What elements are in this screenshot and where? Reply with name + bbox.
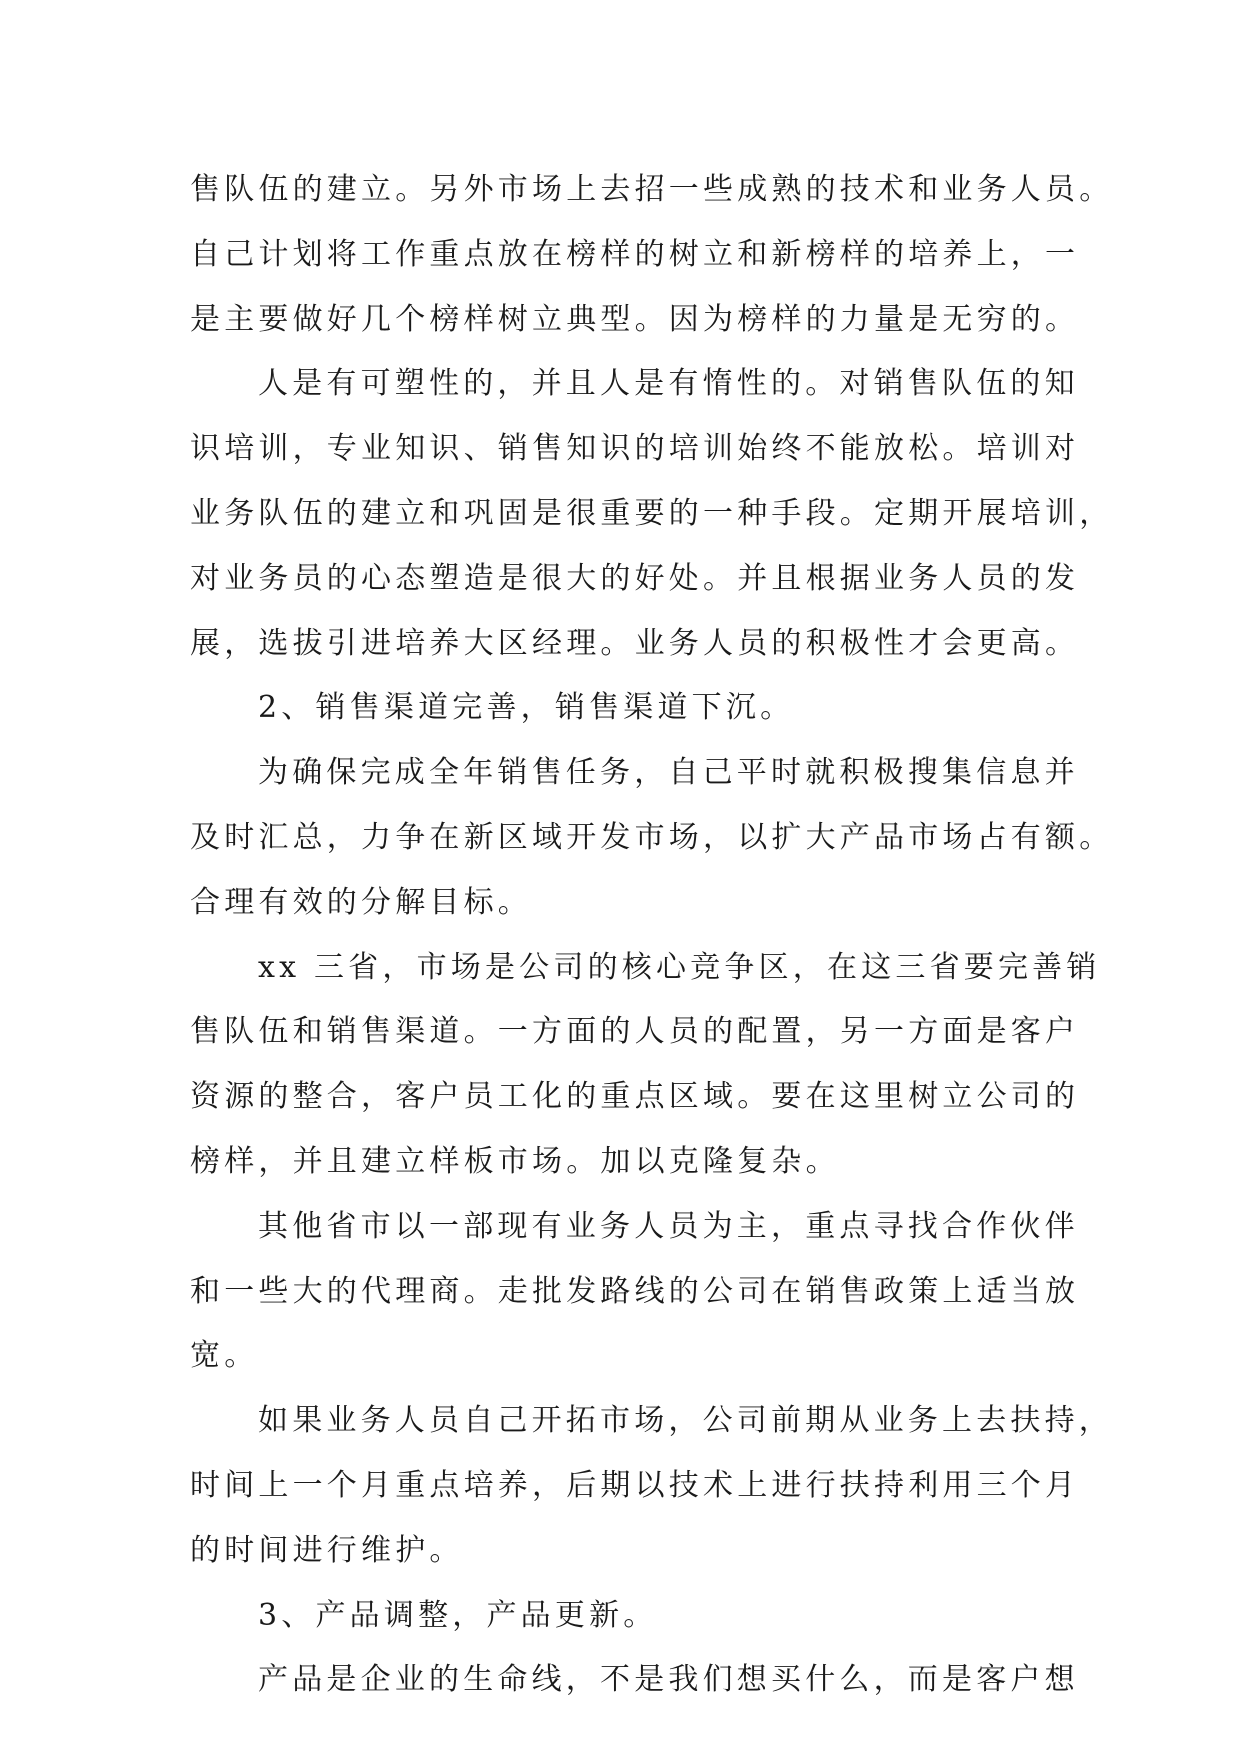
text-line: 合理有效的分解目标。 bbox=[190, 884, 532, 920]
text-line: 售队伍的建立。另外市场上去招一些成熟的技术和业务人员。 bbox=[190, 172, 1114, 207]
text-line: 的时间进行维护。 bbox=[190, 1532, 464, 1568]
paragraph-start-line: xx 三省，市场是公司的核心竞争区，在这三省要完善销 bbox=[258, 949, 1101, 985]
paragraph-start-line: 如果业务人员自己开拓市场，公司前期从业务上去扶持， bbox=[258, 1403, 1113, 1439]
body-text bbox=[190, 158, 1114, 1713]
text-line: 自己计划将工作重点放在榜样的树立和新榜样的培养上，一 bbox=[190, 236, 1080, 272]
section-heading: 2、销售渠道完善，销售渠道下沉。 bbox=[258, 690, 795, 726]
text-line: 售队伍和销售渠道。一方面的人员的配置，另一方面是客户 bbox=[190, 1014, 1080, 1050]
paragraph-start-line: 为确保完成全年销售任务，自己平时就积极搜集信息并 bbox=[258, 755, 1079, 791]
text-line: 和一些大的代理商。走批发路线的公司在销售政策上适当放 bbox=[190, 1273, 1080, 1309]
text-line: 识培训，专业知识、销售知识的培训始终不能放松。培训对 bbox=[190, 431, 1080, 467]
text-line: 展，选拔引进培养大区经理。业务人员的积极性才会更高。 bbox=[190, 625, 1080, 661]
paragraph-start-line: 人是有可塑性的，并且人是有惰性的。对销售队伍的知 bbox=[258, 366, 1079, 402]
text-line: 及时汇总，力争在新区域开发市场，以扩大产品市场占有额。 bbox=[190, 819, 1114, 855]
section-heading: 3、产品调整，产品更新。 bbox=[258, 1597, 658, 1633]
text-line: 资源的整合，客户员工化的重点区域。要在这里树立公司的 bbox=[190, 1079, 1080, 1115]
text-line: 榜样，并且建立样板市场。加以克隆复杂。 bbox=[190, 1143, 840, 1179]
paragraph-start-line: 产品是企业的生命线，不是我们想买什么，而是客户想 bbox=[258, 1662, 1079, 1698]
text-line: 业务队伍的建立和巩固是很重要的一种手段。定期开展培训， bbox=[190, 495, 1114, 531]
text-line: 是主要做好几个榜样树立典型。因为榜样的力量是无穷的。 bbox=[190, 301, 1080, 337]
text-line: 对业务员的心态塑造是很大的好处。并且根据业务人员的发 bbox=[190, 560, 1080, 596]
paragraph-start-line: 其他省市以一部现有业务人员为主，重点寻找合作伙伴 bbox=[258, 1208, 1079, 1244]
text-line: 时间上一个月重点培养，后期以技术上进行扶持利用三个月 bbox=[190, 1467, 1080, 1503]
text-line: 宽。 bbox=[190, 1338, 259, 1374]
